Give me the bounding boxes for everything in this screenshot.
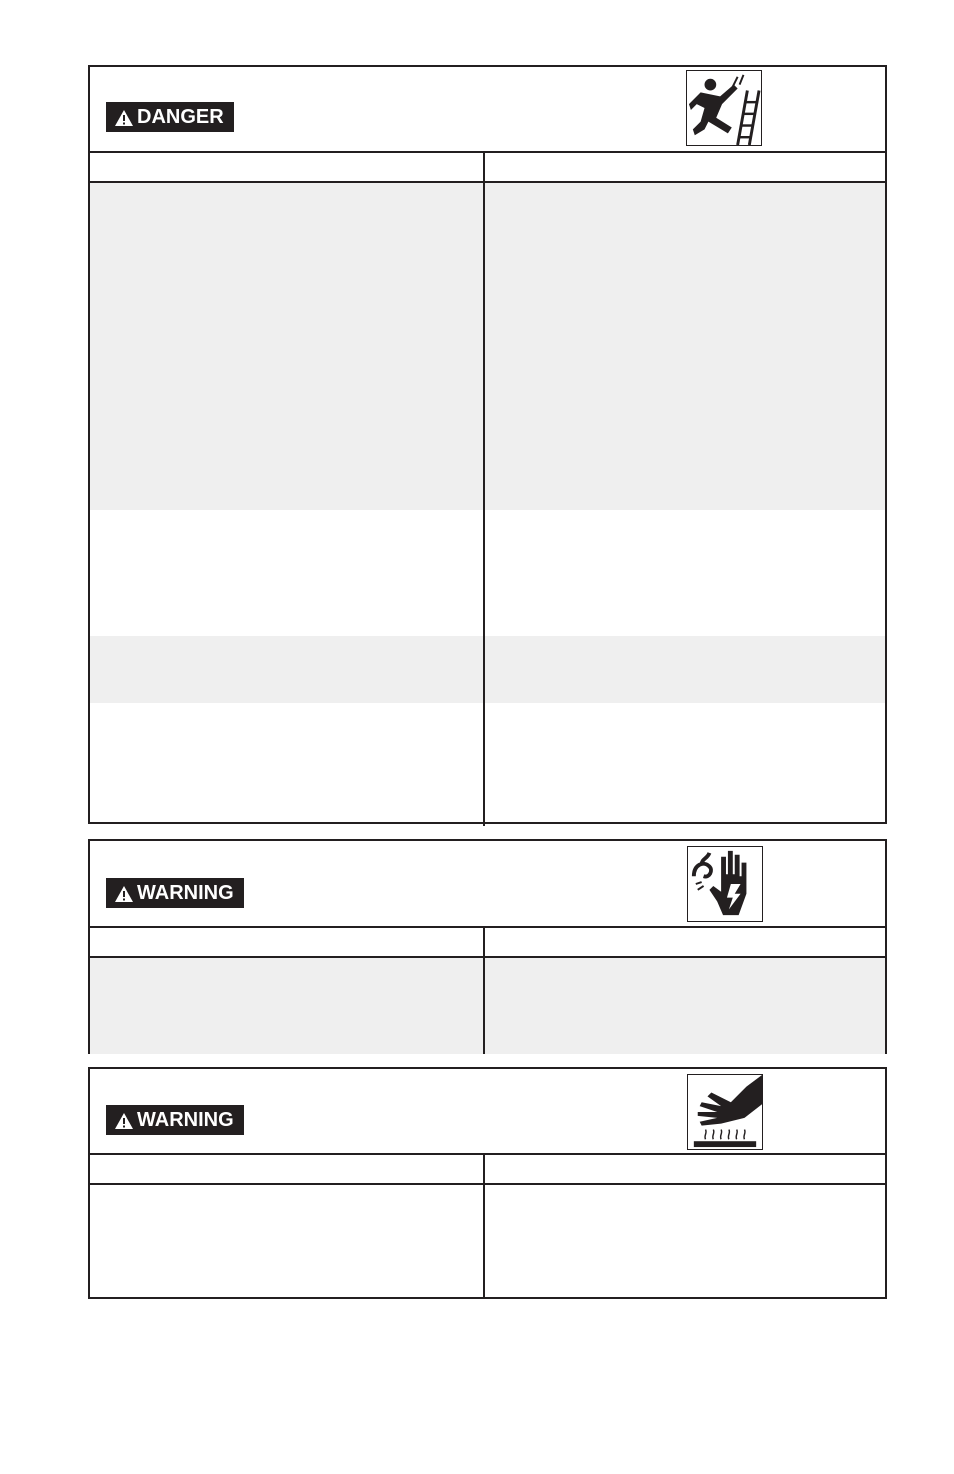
warning-badge	[106, 1105, 244, 1135]
column-header-row	[90, 928, 885, 958]
danger-badge	[106, 102, 234, 132]
table-body	[90, 183, 885, 826]
warning-triangle-icon	[114, 1112, 134, 1130]
hazard-cell	[90, 183, 483, 510]
hazard-cell	[90, 636, 483, 703]
table-row	[90, 958, 885, 1054]
hazard-cell	[90, 1185, 483, 1299]
panel-header	[90, 841, 885, 928]
table-row	[90, 636, 885, 703]
warning-badge-label: WARNING	[137, 1109, 234, 1131]
warning-triangle-icon	[114, 885, 134, 903]
table-body	[90, 1185, 885, 1299]
electric-shock-icon	[687, 846, 763, 922]
prevention-cell	[485, 958, 885, 1054]
hot-surface-warning-panel	[88, 1067, 887, 1299]
hazard-cell	[90, 510, 483, 636]
danger-badge-label: DANGER	[137, 106, 224, 128]
column-divider	[483, 703, 485, 826]
table-body	[90, 958, 885, 1054]
hazard-cell	[90, 958, 483, 1054]
danger-panel	[88, 65, 887, 824]
warning-badge	[106, 878, 244, 908]
column-divider	[483, 1155, 485, 1183]
panel-header	[90, 1069, 885, 1155]
table-row	[90, 510, 885, 636]
panel-header	[90, 67, 885, 153]
electric-shock-warning-panel	[88, 839, 887, 1054]
prevention-cell	[485, 636, 885, 703]
table-row	[90, 1185, 885, 1299]
column-divider	[483, 153, 485, 181]
hazard-cell	[90, 703, 483, 826]
prevention-cell	[485, 510, 885, 636]
hot-surface-icon	[687, 1074, 763, 1150]
prevention-cell	[485, 703, 885, 826]
prevention-cell	[485, 1185, 885, 1299]
column-header-row	[90, 1155, 885, 1185]
fall-hazard-icon	[686, 70, 762, 146]
warning-badge-label: WARNING	[137, 882, 234, 904]
column-divider	[483, 958, 485, 1054]
column-divider	[483, 183, 485, 510]
warning-triangle-icon	[114, 109, 134, 127]
column-divider	[483, 636, 485, 703]
column-divider	[483, 928, 485, 956]
column-header-row	[90, 153, 885, 183]
column-divider	[483, 510, 485, 636]
column-divider	[483, 1185, 485, 1299]
table-row	[90, 703, 885, 826]
table-row	[90, 183, 885, 510]
prevention-cell	[485, 183, 885, 510]
